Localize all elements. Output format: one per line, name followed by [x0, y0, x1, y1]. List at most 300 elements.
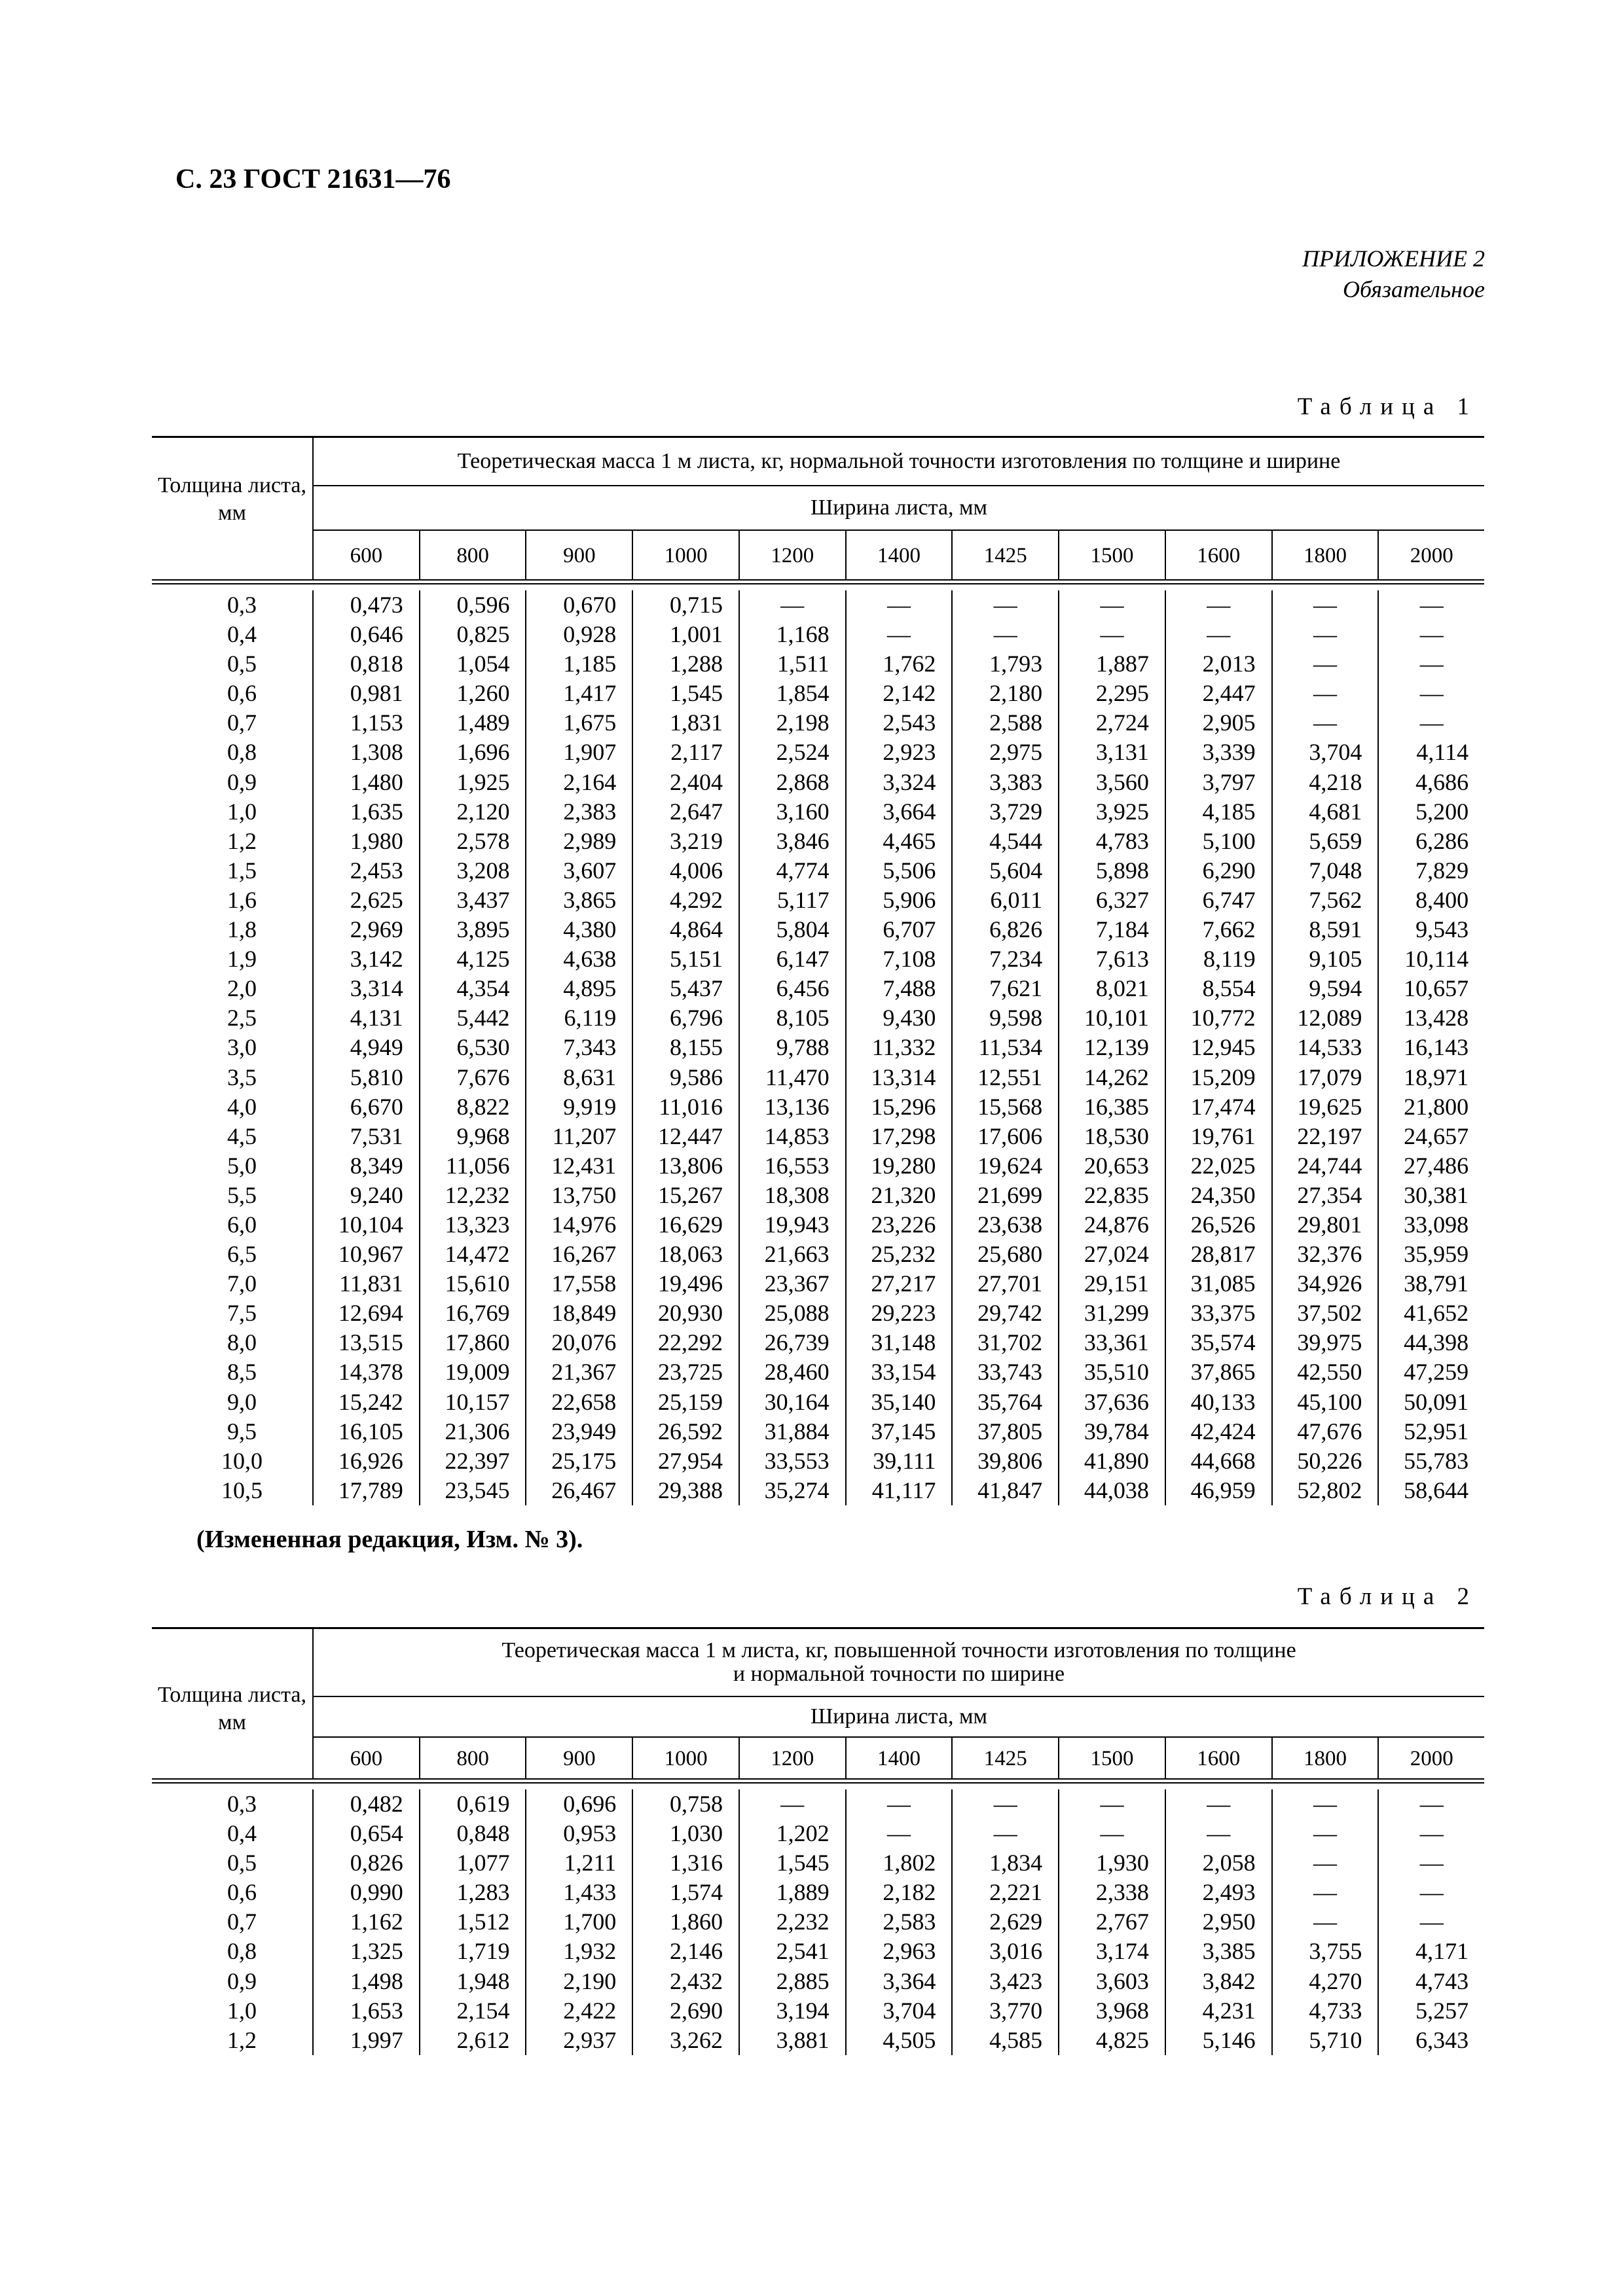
value-cell: 0,758 [669, 1791, 723, 1817]
value-cell: 1,480 [350, 768, 403, 795]
value-cell: 12,447 [657, 1122, 723, 1149]
value-cell: 1,288 [669, 651, 723, 677]
value-cell: 25,680 [977, 1241, 1043, 1268]
width-col: 1200 [739, 1738, 845, 1780]
value-cell: 1,308 [350, 739, 403, 766]
value-cell: 20,930 [657, 1300, 723, 1327]
thickness-cell: 7,5 [227, 1300, 257, 1327]
thickness-cell: 1,6 [227, 886, 257, 913]
value-column [632, 1789, 739, 2055]
value-column [632, 590, 739, 1505]
value-cell: 7,613 [1095, 946, 1149, 973]
value-cell: 8,105 [776, 1005, 830, 1031]
table2-width-header: Ширина листа, мм [312, 1697, 1484, 1738]
value-cell: 5,659 [1309, 827, 1362, 854]
width-col: 1200 [739, 531, 845, 581]
value-cell: 2,120 [456, 798, 510, 825]
value-cell: 11,332 [871, 1034, 936, 1061]
value-cell: — [780, 1791, 805, 1817]
value-cell: 2,447 [1202, 680, 1256, 707]
value-cell: 1,675 [563, 709, 617, 736]
value-cell: 17,079 [1297, 1064, 1362, 1090]
value-cell: 23,545 [445, 1477, 510, 1503]
width-col: 800 [419, 1738, 526, 1780]
value-cell: 24,744 [1297, 1152, 1362, 1179]
value-cell: — [1313, 1850, 1337, 1876]
value-cell: 31,148 [871, 1329, 936, 1356]
value-cell: 7,662 [1202, 916, 1256, 943]
value-cell: 2,543 [883, 709, 936, 736]
thickness-cell: 9,5 [227, 1418, 257, 1444]
value-cell: 4,585 [989, 2026, 1043, 2053]
value-cell: 1,860 [669, 1909, 723, 1935]
value-cell: 15,267 [657, 1181, 723, 1208]
value-cell: 8,400 [1415, 886, 1469, 913]
value-cell: 2,232 [776, 1909, 830, 1935]
value-cell: 30,381 [1404, 1181, 1469, 1208]
value-cell: 7,676 [456, 1064, 510, 1090]
value-cell: 1,185 [563, 651, 617, 677]
value-cell: 0,928 [563, 621, 617, 648]
value-cell: 2,969 [350, 916, 403, 943]
value-cell: 0,818 [350, 651, 403, 677]
value-cell: 2,146 [669, 1938, 723, 1965]
value-cell: 1,512 [456, 1909, 510, 1935]
value-cell: 3,160 [776, 798, 830, 825]
value-cell: 37,502 [1297, 1300, 1362, 1327]
thickness-cell: 6,5 [227, 1241, 257, 1268]
value-cell: 3,925 [1095, 798, 1149, 825]
value-cell: 19,624 [977, 1152, 1043, 1179]
value-cell: 2,058 [1202, 1850, 1256, 1876]
value-column [1165, 590, 1271, 1505]
value-cell: 21,306 [445, 1418, 510, 1444]
thickness-cell: 0,3 [227, 1791, 257, 1817]
value-cell: 17,298 [871, 1122, 936, 1149]
value-cell: 5,710 [1309, 2026, 1362, 2053]
value-cell: 12,694 [338, 1300, 403, 1327]
value-cell: 7,829 [1415, 857, 1469, 884]
thickness-cell: 0,3 [227, 592, 257, 618]
table1-caption: Таблица 1 [1297, 393, 1478, 420]
value-cell: 9,968 [456, 1122, 510, 1149]
value-cell: 47,259 [1404, 1359, 1469, 1386]
value-cell: 50,226 [1297, 1447, 1362, 1474]
value-cell: 33,743 [977, 1359, 1043, 1386]
value-column [419, 590, 526, 1505]
value-cell: 23,367 [764, 1270, 830, 1297]
value-cell: 2,404 [669, 768, 723, 795]
value-cell: 3,664 [883, 798, 936, 825]
thickness-cell: 10,5 [221, 1477, 263, 1503]
value-cell: 1,498 [350, 1967, 403, 1994]
value-cell: 3,881 [776, 2026, 830, 2053]
value-cell: 2,975 [989, 739, 1043, 766]
value-cell: 1,925 [456, 768, 510, 795]
value-cell: 5,898 [1095, 857, 1149, 884]
value-cell: — [887, 1791, 911, 1817]
value-cell: 13,428 [1404, 1005, 1469, 1031]
thickness-cell: 10,0 [221, 1447, 263, 1474]
value-cell: 13,750 [551, 1181, 617, 1208]
appendix-status: Обязательное [1343, 276, 1485, 302]
value-cell: 33,361 [1084, 1329, 1149, 1356]
value-cell: 10,772 [1190, 1005, 1256, 1031]
value-column [739, 1789, 845, 2055]
value-cell: 31,884 [764, 1418, 830, 1444]
value-cell: 0,619 [456, 1791, 510, 1817]
value-cell: 1,980 [350, 827, 403, 854]
value-cell: 31,299 [1084, 1300, 1149, 1327]
value-cell: 27,217 [871, 1270, 936, 1297]
width-col: 1000 [632, 531, 739, 581]
value-cell: 21,699 [977, 1181, 1043, 1208]
value-cell: 39,806 [977, 1447, 1043, 1474]
value-cell: 14,533 [1297, 1034, 1362, 1061]
value-cell: 19,943 [764, 1211, 830, 1238]
value-cell: 4,270 [1309, 1967, 1362, 1994]
value-cell: 27,954 [657, 1447, 723, 1474]
value-cell: 11,016 [659, 1093, 723, 1120]
thickness-cell: 1,2 [227, 827, 257, 854]
value-cell: 2,989 [563, 827, 617, 854]
value-cell: 3,262 [669, 2026, 723, 2053]
value-cell: 1,283 [456, 1879, 510, 1906]
value-cell: 21,800 [1404, 1093, 1469, 1120]
value-cell: 4,171 [1415, 1938, 1469, 1965]
value-cell: — [1313, 1879, 1337, 1906]
value-cell: 3,194 [776, 1997, 830, 2024]
value-cell: — [1100, 1791, 1124, 1817]
value-cell: 1,887 [1095, 651, 1149, 677]
value-cell: 23,226 [871, 1211, 936, 1238]
value-cell: — [1419, 1879, 1444, 1906]
value-cell: 16,105 [338, 1418, 403, 1444]
value-cell: — [887, 592, 911, 618]
value-cell: 3,423 [989, 1967, 1043, 1994]
value-cell: 3,016 [989, 1938, 1043, 1965]
thickness-cell: 6,0 [227, 1211, 257, 1238]
value-cell: 13,806 [657, 1152, 723, 1179]
value-cell: 4,733 [1309, 1997, 1362, 2024]
value-cell: 20,076 [551, 1329, 617, 1356]
value-cell: 20,653 [1084, 1152, 1149, 1179]
value-cell: 12,139 [1084, 1034, 1149, 1061]
value-cell: 1,719 [456, 1938, 510, 1965]
width-col: 1425 [951, 1738, 1058, 1780]
value-cell: 17,558 [551, 1270, 617, 1297]
value-column [1058, 1789, 1165, 2055]
value-cell: 39,111 [873, 1447, 936, 1474]
value-cell: 22,835 [1084, 1181, 1149, 1208]
value-cell: 41,890 [1084, 1447, 1149, 1474]
value-cell: 14,853 [764, 1122, 830, 1149]
value-cell: 33,098 [1404, 1211, 1469, 1238]
value-cell: 6,011 [990, 886, 1043, 913]
value-cell: 6,327 [1095, 886, 1149, 913]
value-cell: 33,154 [871, 1359, 936, 1386]
width-col: 1000 [632, 1738, 739, 1780]
value-cell: 2,647 [669, 798, 723, 825]
value-column [951, 590, 1058, 1505]
width-col: 2000 [1377, 531, 1484, 581]
width-col: 600 [350, 543, 383, 567]
table1-header-rule [152, 579, 1484, 584]
value-cell: 22,292 [657, 1329, 723, 1356]
value-cell: 19,280 [871, 1152, 936, 1179]
value-cell: 0,482 [350, 1791, 403, 1817]
value-cell: 4,638 [563, 946, 617, 973]
value-cell: 10,967 [338, 1241, 403, 1268]
value-cell: 8,554 [1202, 975, 1256, 1002]
value-cell: 4,218 [1309, 768, 1362, 795]
value-column [1058, 590, 1165, 1505]
value-cell: 9,586 [669, 1064, 723, 1090]
value-cell: 2,588 [989, 709, 1043, 736]
table1-width-columns [312, 531, 1484, 581]
thickness-cell: 1,0 [227, 1997, 257, 2024]
value-cell: 2,905 [1202, 709, 1256, 736]
value-cell: — [1419, 1820, 1444, 1847]
value-cell: 4,864 [669, 916, 723, 943]
value-cell: 1,930 [1095, 1850, 1149, 1876]
value-column [419, 1789, 526, 2055]
value-cell: 8,822 [456, 1093, 510, 1120]
value-cell: 50,091 [1404, 1388, 1469, 1415]
value-cell: 19,009 [445, 1359, 510, 1386]
value-cell: 13,323 [445, 1211, 510, 1238]
value-cell: 8,021 [1095, 975, 1149, 1002]
table1-width-header: Ширина листа, мм [312, 486, 1484, 531]
value-cell: 1,211 [564, 1850, 617, 1876]
value-cell: 2,690 [669, 1997, 723, 2024]
value-cell: 3,131 [1095, 739, 1149, 766]
value-cell: — [1313, 1820, 1337, 1847]
value-cell: 1,511 [777, 651, 830, 677]
value-cell: 41,117 [871, 1477, 936, 1503]
value-cell: 0,953 [563, 1820, 617, 1847]
thickness-cell: 4,0 [227, 1093, 257, 1120]
value-cell: 6,286 [1415, 827, 1469, 854]
value-cell: 27,486 [1404, 1152, 1469, 1179]
value-cell: 5,200 [1415, 798, 1469, 825]
value-cell: 1,635 [350, 798, 403, 825]
value-cell: 29,742 [977, 1300, 1043, 1327]
value-cell: 5,151 [669, 946, 723, 973]
value-cell: 41,652 [1404, 1300, 1469, 1327]
value-cell: 1,153 [350, 709, 403, 736]
thickness-cell: 1,0 [227, 798, 257, 825]
value-cell: 10,114 [1404, 946, 1469, 973]
value-cell: 1,417 [563, 680, 617, 707]
value-cell: — [1313, 651, 1337, 677]
value-cell: 2,198 [776, 709, 830, 736]
thickness-cell: 1,9 [227, 946, 257, 973]
value-cell: 28,460 [764, 1359, 830, 1386]
table1-thickness-label: Толщина листа, мм [157, 473, 306, 525]
value-cell: 7,488 [883, 975, 936, 1002]
value-cell: 3,208 [456, 857, 510, 884]
value-cell: 6,147 [776, 946, 830, 973]
value-cell: 25,088 [764, 1300, 830, 1327]
value-cell: 27,701 [977, 1270, 1043, 1297]
width-col: 1500 [1058, 1738, 1165, 1780]
thickness-cell: 0,7 [227, 709, 257, 736]
value-cell: 55,783 [1404, 1447, 1469, 1474]
value-cell: 16,769 [445, 1300, 510, 1327]
value-cell: 37,865 [1190, 1359, 1256, 1386]
thickness-cell: 0,8 [227, 1938, 257, 1965]
value-cell: 26,592 [657, 1418, 723, 1444]
value-cell: 2,578 [456, 827, 510, 854]
value-cell: 1,260 [456, 680, 510, 707]
value-cell: 44,398 [1404, 1329, 1469, 1356]
value-cell: 44,668 [1190, 1447, 1256, 1474]
value-cell: 14,472 [445, 1241, 510, 1268]
value-cell: 29,151 [1084, 1270, 1149, 1297]
thickness-cell: 0,5 [227, 1850, 257, 1876]
value-cell: 17,474 [1190, 1093, 1256, 1120]
value-cell: 1,433 [563, 1879, 617, 1906]
value-cell: 37,636 [1084, 1388, 1149, 1415]
value-cell: 4,544 [989, 827, 1043, 854]
value-cell: 3,607 [563, 857, 617, 884]
value-cell: 9,598 [989, 1005, 1043, 1031]
value-cell: 10,104 [338, 1211, 403, 1238]
value-cell: 21,367 [551, 1359, 617, 1386]
thickness-column [152, 1789, 312, 2055]
value-cell: — [1419, 709, 1444, 736]
thickness-cell: 5,5 [227, 1181, 257, 1208]
value-cell: 22,025 [1190, 1152, 1256, 1179]
value-cell: 6,747 [1202, 886, 1256, 913]
value-cell: 18,849 [551, 1300, 617, 1327]
value-cell: 4,505 [883, 2026, 936, 2053]
value-cell: 0,825 [456, 621, 510, 648]
value-cell: 45,100 [1297, 1388, 1362, 1415]
value-cell: — [1419, 621, 1444, 648]
value-cell: 3,383 [989, 768, 1043, 795]
value-cell: 4,783 [1095, 827, 1149, 854]
value-cell: — [1419, 1791, 1444, 1817]
value-cell: 29,223 [871, 1300, 936, 1327]
value-cell: 34,926 [1297, 1270, 1362, 1297]
value-cell: 4,465 [883, 827, 936, 854]
value-cell: 7,562 [1309, 886, 1362, 913]
thickness-cell: 2,5 [227, 1005, 257, 1031]
value-cell: — [1419, 592, 1444, 618]
value-cell: 4,231 [1202, 1997, 1256, 2024]
value-column [312, 1789, 419, 2055]
value-cell: 13,314 [871, 1064, 936, 1090]
table2-thickness-label: Толщина листа, мм [157, 1683, 306, 1734]
value-cell: 3,385 [1202, 1938, 1256, 1965]
value-cell: 2,625 [350, 886, 403, 913]
value-cell: 1,545 [669, 680, 723, 707]
value-cell: 13,136 [764, 1093, 830, 1120]
value-cell: 9,788 [776, 1034, 830, 1061]
value-column [525, 590, 632, 1505]
thickness-cell: 4,5 [227, 1122, 257, 1149]
value-cell: 1,700 [563, 1909, 617, 1935]
value-cell: — [993, 1820, 1017, 1847]
width-col: 1400 [845, 531, 952, 581]
value-column [951, 1789, 1058, 2055]
value-cell: 11,056 [445, 1152, 510, 1179]
value-cell: 1,077 [456, 1850, 510, 1876]
value-cell: 7,108 [883, 946, 936, 973]
value-cell: 17,789 [338, 1477, 403, 1503]
value-cell: 19,761 [1190, 1122, 1256, 1149]
value-cell: 0,670 [563, 592, 617, 618]
value-cell: 0,848 [456, 1820, 510, 1847]
table2 [152, 1627, 1484, 2053]
value-column [525, 1789, 632, 2055]
value-cell: 1,854 [776, 680, 830, 707]
value-cell: 6,670 [350, 1093, 403, 1120]
width-col: 1600 [1165, 1738, 1271, 1780]
table2-header-rule [152, 1778, 1484, 1784]
value-cell: 4,185 [1202, 798, 1256, 825]
value-cell: 5,117 [777, 886, 830, 913]
value-cell: 37,805 [977, 1418, 1043, 1444]
value-cell: 26,739 [764, 1329, 830, 1356]
value-cell: 3,846 [776, 827, 830, 854]
value-cell: 11,207 [552, 1122, 617, 1149]
thickness-cell: 0,9 [227, 1967, 257, 1994]
value-column [1165, 1789, 1271, 2055]
value-cell: 0,981 [350, 680, 403, 707]
value-cell: 7,048 [1309, 857, 1362, 884]
width-col: 1600 [1165, 531, 1271, 581]
value-cell: 0,654 [350, 1820, 403, 1847]
value-cell: 16,143 [1404, 1034, 1469, 1061]
value-cell: 5,257 [1415, 1997, 1469, 2024]
value-cell: 2,724 [1095, 709, 1149, 736]
value-cell: 1,997 [350, 2026, 403, 2053]
value-cell: 1,696 [456, 739, 510, 766]
value-cell: 12,089 [1297, 1005, 1362, 1031]
value-cell: 24,350 [1190, 1181, 1256, 1208]
value-cell: 8,155 [669, 1034, 723, 1061]
value-cell: 4,354 [456, 975, 510, 1002]
value-cell: 15,242 [338, 1388, 403, 1415]
value-cell: 33,553 [764, 1447, 830, 1474]
value-column [845, 590, 952, 1505]
value-cell: 5,100 [1202, 827, 1256, 854]
value-cell: — [1100, 592, 1124, 618]
value-cell: — [1313, 709, 1337, 736]
value-cell: 26,526 [1190, 1211, 1256, 1238]
thickness-cell: 2,0 [227, 975, 257, 1002]
value-cell: 22,658 [551, 1388, 617, 1415]
value-cell: 2,767 [1095, 1909, 1149, 1935]
thickness-cell: 0,6 [227, 680, 257, 707]
value-cell: 29,801 [1297, 1211, 1362, 1238]
value-cell: — [993, 592, 1017, 618]
value-cell: 18,308 [764, 1181, 830, 1208]
value-cell: 21,663 [764, 1241, 830, 1268]
value-cell: 47,676 [1297, 1418, 1362, 1444]
value-cell: 1,948 [456, 1967, 510, 1994]
value-cell: 46,959 [1190, 1477, 1256, 1503]
value-cell: — [1100, 621, 1124, 648]
value-cell: 9,919 [563, 1093, 617, 1120]
value-cell: 4,895 [563, 975, 617, 1002]
value-cell: — [887, 1820, 911, 1847]
value-cell: 16,385 [1084, 1093, 1149, 1120]
value-cell: 25,232 [871, 1241, 936, 1268]
